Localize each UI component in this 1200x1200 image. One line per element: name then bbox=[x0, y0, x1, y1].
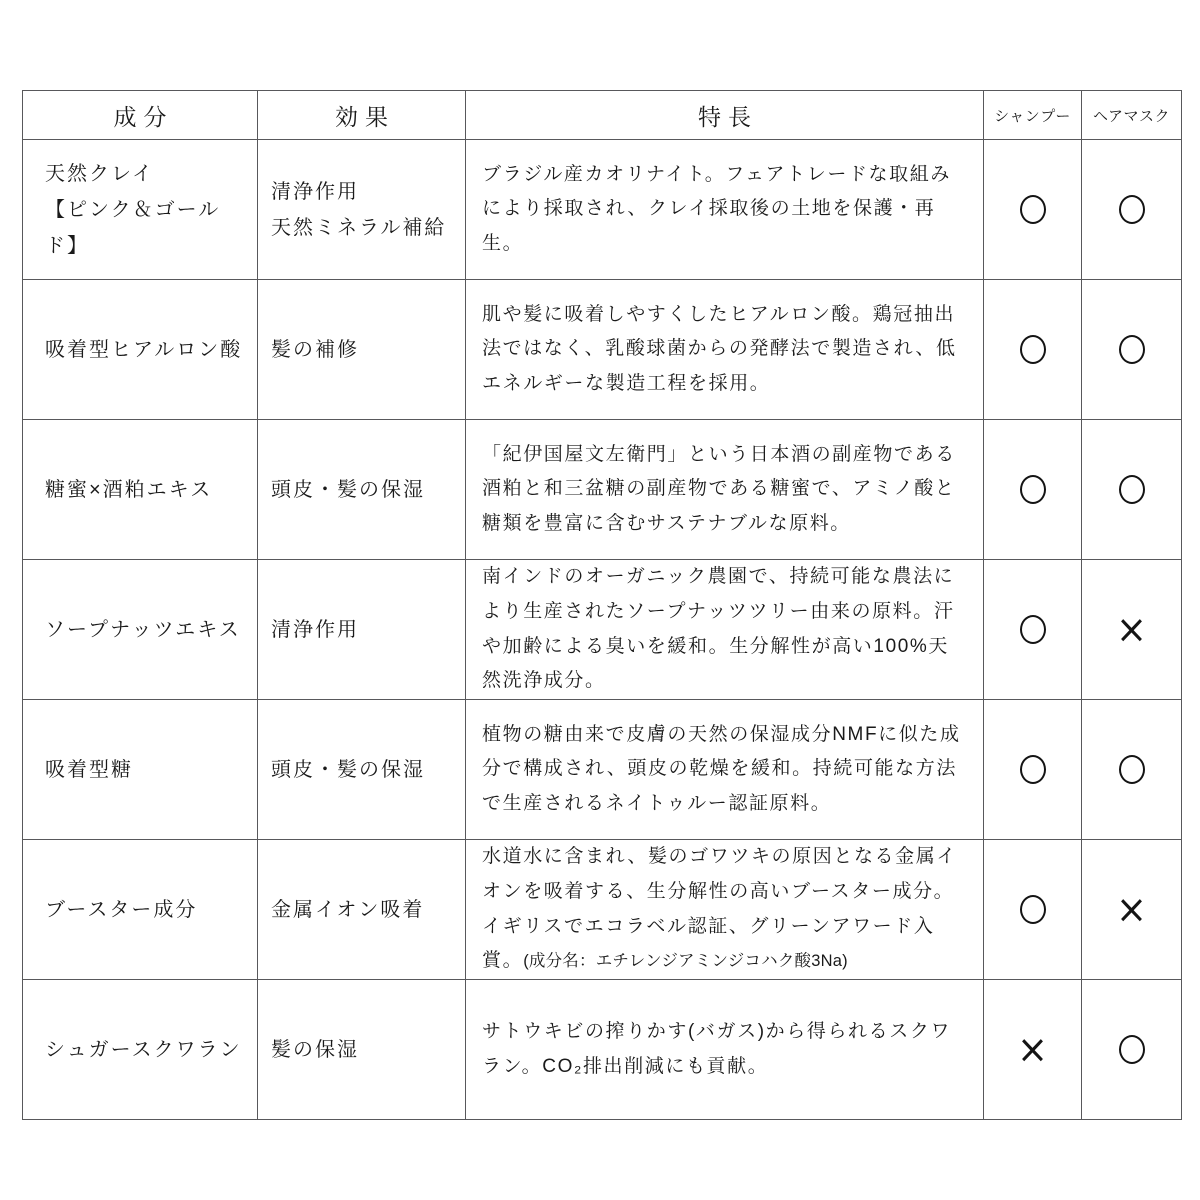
shampoo-mark-cell bbox=[984, 140, 1082, 280]
col-header-feature: 特長 bbox=[466, 91, 984, 140]
feature-text: 「紀伊国屋文左衛門」という日本酒の副産物である酒粕と和三盆糖の副産物である糖蜜で、アミノ酸と糖類を豊富に含むサステナブルな原料。 bbox=[482, 443, 956, 534]
table-row bbox=[23, 420, 1182, 560]
hairmask-mark-cell bbox=[1082, 980, 1182, 1120]
ingredient-table bbox=[22, 90, 1182, 1120]
feature-cell bbox=[466, 700, 984, 840]
table-row bbox=[23, 980, 1182, 1120]
ingredient-cell bbox=[23, 420, 258, 560]
circle-mark-icon bbox=[1119, 335, 1145, 364]
table-row bbox=[23, 280, 1182, 420]
ingredient-cell bbox=[23, 700, 258, 840]
shampoo-mark-cell bbox=[984, 280, 1082, 420]
hairmask-mark-cell bbox=[1082, 420, 1182, 560]
effect-cell bbox=[258, 980, 466, 1120]
shampoo-mark-cell bbox=[984, 840, 1082, 980]
circle-mark-icon bbox=[1119, 755, 1145, 784]
effect-line: 清浄作用 bbox=[271, 180, 359, 203]
table-row bbox=[23, 700, 1182, 840]
cross-mark-icon: × bbox=[1115, 606, 1147, 653]
effect-line: 髪の保湿 bbox=[271, 1038, 359, 1061]
circle-mark-icon bbox=[1020, 335, 1046, 364]
feature-text: 植物の糖由来で皮膚の天然の保湿成分NMFに似た成分で構成され、頭皮の乾燥を緩和。持続可能な方法で生産されるネイトゥルー認証原料。 bbox=[482, 723, 961, 814]
ingredient-line: シュガースクワラン bbox=[45, 1038, 242, 1061]
circle-mark-icon bbox=[1020, 895, 1046, 924]
ingredient-line: 【ピンク＆ゴールド】 bbox=[45, 198, 221, 257]
feature-cell bbox=[466, 980, 984, 1120]
feature-cell bbox=[466, 420, 984, 560]
cross-mark-icon: × bbox=[1016, 1026, 1048, 1073]
hairmask-mark-cell bbox=[1082, 280, 1182, 420]
circle-mark-icon bbox=[1020, 475, 1046, 504]
ingredient-line: ブースター成分 bbox=[45, 898, 198, 921]
col-header-ingredient: 成分 bbox=[23, 91, 258, 140]
feature-text: ブラジル産カオリナイト。フェアトレードな取組みにより採取され、クレイ採取後の土地を保護・再生。 bbox=[482, 163, 951, 254]
table-body bbox=[23, 140, 1182, 1120]
feature-cell bbox=[466, 840, 984, 980]
effect-cell bbox=[258, 140, 466, 280]
hairmask-mark-cell bbox=[1082, 840, 1182, 980]
ingredient-table-section bbox=[22, 90, 1182, 1120]
effect-cell bbox=[258, 280, 466, 420]
cross-mark-icon: × bbox=[1115, 886, 1147, 933]
col-header-shampoo: シャンプー bbox=[984, 91, 1082, 140]
effect-line: 天然ミネラル補給 bbox=[271, 216, 447, 239]
col-header-effect: 効果 bbox=[258, 91, 466, 140]
effect-line: 頭皮・髪の保湿 bbox=[271, 758, 425, 781]
circle-mark-icon bbox=[1119, 1035, 1145, 1064]
hairmask-mark-cell bbox=[1082, 140, 1182, 280]
ingredient-line: ソープナッツエキス bbox=[45, 618, 241, 641]
shampoo-mark-cell bbox=[984, 420, 1082, 560]
shampoo-mark-cell bbox=[984, 700, 1082, 840]
ingredient-cell bbox=[23, 140, 258, 280]
feature-note: (成分名：エチレンジアミンジコハク酸3Na) bbox=[523, 952, 848, 971]
ingredient-cell bbox=[23, 840, 258, 980]
effect-line: 金属イオン吸着 bbox=[271, 898, 425, 921]
ingredient-cell bbox=[23, 280, 258, 420]
shampoo-mark-cell bbox=[984, 560, 1082, 700]
effect-cell bbox=[258, 700, 466, 840]
feature-text: 南インドのオーガニック農園で、持続可能な農法により生産されたソープナッツツリー由来の原料。汗や加齢による臭いを緩和。生分解性が高い100%天然洗浄成分。 bbox=[482, 566, 955, 692]
circle-mark-icon bbox=[1020, 615, 1046, 644]
ingredient-line: 糖蜜×酒粕エキス bbox=[45, 478, 213, 501]
circle-mark-icon bbox=[1020, 195, 1046, 224]
effect-cell bbox=[258, 840, 466, 980]
effect-cell bbox=[258, 420, 466, 560]
feature-text: 肌や髪に吸着しやすくしたヒアルロン酸。鶏冠抽出法ではなく、乳酸球菌からの発酵法で製造され、低エネルギーな製造工程を採用。 bbox=[482, 303, 957, 394]
table-row bbox=[23, 840, 1182, 980]
table-row bbox=[23, 140, 1182, 280]
circle-mark-icon bbox=[1119, 475, 1145, 504]
hairmask-mark-cell bbox=[1082, 700, 1182, 840]
effect-line: 頭皮・髪の保湿 bbox=[271, 478, 425, 501]
ingredient-cell bbox=[23, 560, 258, 700]
hairmask-mark-cell bbox=[1082, 560, 1182, 700]
circle-mark-icon bbox=[1020, 755, 1046, 784]
feature-cell bbox=[466, 280, 984, 420]
col-header-hairmask: ヘアマスク bbox=[1082, 91, 1182, 140]
effect-line: 髪の補修 bbox=[271, 338, 359, 361]
feature-text: 水道水に含まれ、髪のゴワツキの原因となる金属イオンを吸着する、生分解性の高いブースター成分。イギリスでエコラベル認証、グリーンアワード入賞。(成分名：エチレンジアミンジコハク酸3Na) bbox=[482, 846, 957, 972]
feature-text: サトウキビの搾りかす(バガス)から得られるスクワラン。CO₂排出削減にも貢献。 bbox=[482, 1020, 952, 1077]
effect-line: 清浄作用 bbox=[271, 618, 359, 641]
effect-cell bbox=[258, 560, 466, 700]
feature-cell bbox=[466, 560, 984, 700]
ingredient-cell bbox=[23, 980, 258, 1120]
header-row bbox=[23, 91, 1182, 140]
circle-mark-icon bbox=[1119, 195, 1145, 224]
ingredient-line: 天然クレイ bbox=[45, 162, 154, 185]
shampoo-mark-cell bbox=[984, 980, 1082, 1120]
feature-cell bbox=[466, 140, 984, 280]
table-row bbox=[23, 560, 1182, 700]
ingredient-line: 吸着型ヒアルロン酸 bbox=[45, 338, 243, 361]
ingredient-line: 吸着型糖 bbox=[45, 758, 133, 781]
